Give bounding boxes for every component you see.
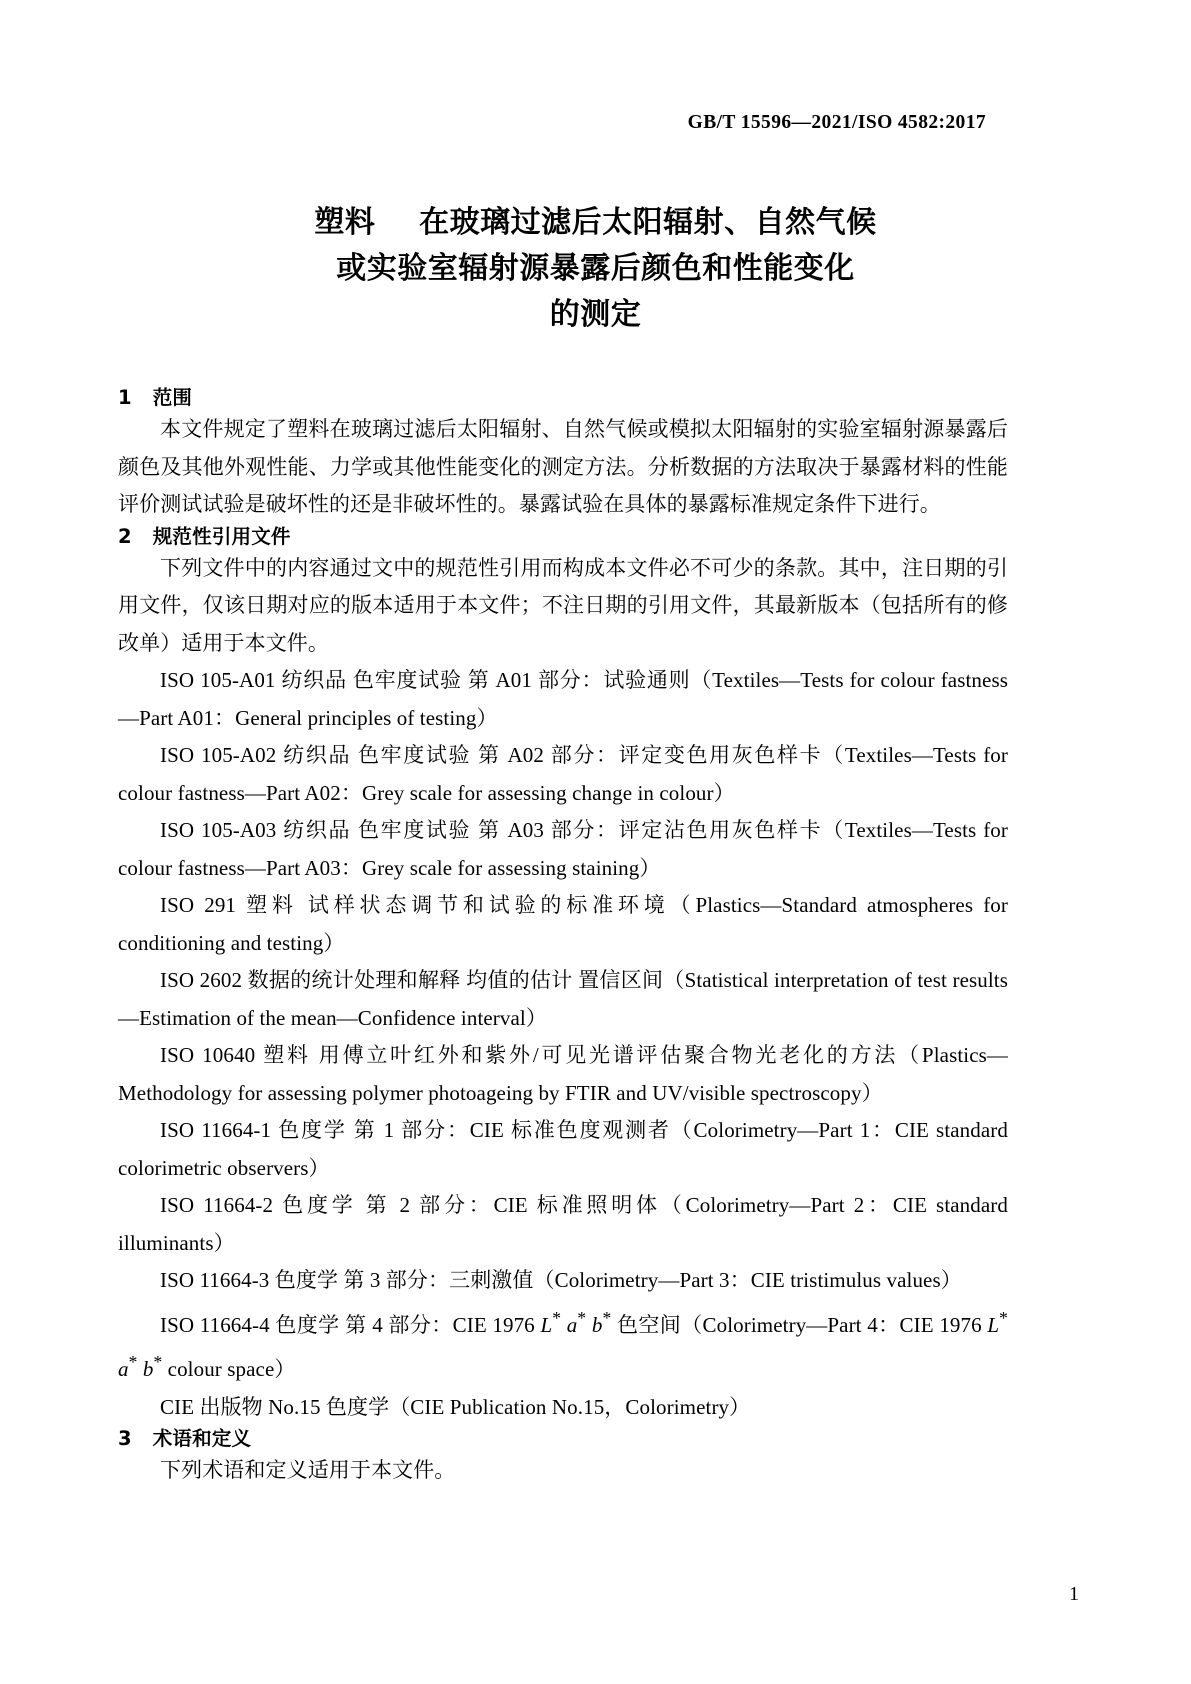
- symbol-star-5: *: [128, 1352, 138, 1372]
- section-scope-paragraph: 本文件规定了塑料在玻璃过滤后太阳辐射、自然气候或模拟太阳辐射的实验室辐射源暴露后颜色及其他外观性能、力学或其他性能变化的测定方法。分析数据的方法取决于暴露材料的性能评价测试试验是破坏性的还是非破坏性的。暴露试验在具体的暴露标准规定条件下进行。: [118, 417, 1008, 516]
- reference-item-iso-2602: ISO 2602 数据的统计处理和解释 均值的估计 置信区间（Statistical interpretation of test results—Estimation of the mean—Confidence interval）: [118, 968, 1008, 1030]
- document-title-line-2: 或实验室辐射源暴露后颜色和性能变化: [336, 251, 855, 286]
- section-heading-scope: 1 范围: [118, 386, 193, 409]
- reference-item-cie-publication-15: CIE 出版物 No.15 色度学（CIE Publication No.15，Colorimetry）: [160, 1394, 751, 1419]
- normative-reference-list: [118, 662, 1008, 1426]
- reference-item-iso-11664-3: ISO 11664-3 色度学 第 3 部分：三刺激值（Colorimetry—Part 3：CIE tristimulus values）: [160, 1268, 962, 1292]
- document-title-line-3: 的测定: [549, 297, 642, 332]
- running-header-standard-code: GB/T 15596—2021/ISO 4582:2017: [687, 112, 986, 133]
- section-heading-terms-and-definitions: 3 术语和定义: [118, 1427, 252, 1450]
- section-heading-normative-references: 2 规范性引用文件: [118, 524, 291, 548]
- symbol-L-italic: L: [540, 1312, 553, 1337]
- symbol-star-4: *: [999, 1307, 1009, 1328]
- reference-item-iso-105-a01: ISO 105-A01 纺织品 色牢度试验 第 A01 部分：试验通则（Textiles—Tests for colour fastness—Part A01：General principles of testing）: [118, 668, 1008, 730]
- footer-page-number: 1: [1069, 1583, 1079, 1605]
- section-terms-and-definitions-paragraph: 下列术语和定义适用于本文件。: [160, 1458, 456, 1482]
- document-body: [118, 385, 1008, 1490]
- reference-item-iso-11664-2: ISO 11664-2 色度学 第 2 部分：CIE 标准照明体（Colorimetry—Part 2：CIE standard illuminants）: [118, 1193, 1008, 1255]
- document-title: [0, 200, 1191, 338]
- reference-11664-4-prefix: ISO 11664-4 色度学 第 4 部分：CIE 1976: [160, 1312, 541, 1337]
- document-title-line-1: 塑料 在玻璃过滤后太阳辐射、自然气候: [314, 205, 877, 240]
- symbol-L-italic-2: L: [987, 1312, 1000, 1337]
- symbol-star-2: *: [577, 1307, 587, 1328]
- symbol-star-1: *: [552, 1307, 562, 1328]
- reference-11664-4-middle: 色空间（Colorimetry—Part 4：CIE 1976: [611, 1312, 988, 1337]
- reference-item-iso-11664-1: ISO 11664-1 色度学 第 1 部分：CIE 标准色度观测者（Colorimetry—Part 1：CIE standard colorimetric observers）: [118, 1118, 1008, 1180]
- symbol-a-italic-2: a: [118, 1357, 129, 1381]
- symbol-star-6: *: [153, 1352, 163, 1372]
- reference-item-iso-105-a03: ISO 105-A03 纺织品 色牢度试验 第 A03 部分：评定沾色用灰色样卡（Textiles—Tests for colour fastness—Part A03：Grey scale for assessing staining）: [118, 818, 1008, 880]
- symbol-a-italic: a: [566, 1312, 578, 1337]
- reference-item-iso-11664-4: [118, 1300, 1008, 1389]
- reference-11664-4-suffix: colour space）: [162, 1357, 296, 1381]
- section-normative-references-paragraph: 下列文件中的内容通过文中的规范性引用而构成本文件必不可少的条款。其中，注日期的引用文件，仅该日期对应的版本适用于本文件；不注日期的引用文件，其最新版本（包括所有的修改单）适用于本文件。: [118, 555, 1008, 655]
- reference-item-iso-105-a02: ISO 105-A02 纺织品 色牢度试验 第 A02 部分：评定变色用灰色样卡（Textiles—Tests for colour fastness—Part A02：Grey scale for assessing change in colour）: [118, 743, 1008, 805]
- symbol-star-3: *: [602, 1307, 612, 1328]
- symbol-b-italic: b: [591, 1312, 603, 1337]
- reference-item-iso-291: ISO 291 塑料 试样状态调节和试验的标准环境（Plastics—Standard atmospheres for conditioning and testing）: [118, 893, 1008, 955]
- reference-item-iso-10640: ISO 10640 塑料 用傅立叶红外和紫外/可见光谱评估聚合物光老化的方法（Plastics—Methodology for assessing polymer photoageing by FTIR and UV/visible spectroscopy）: [118, 1043, 1008, 1105]
- symbol-b-italic-2: b: [142, 1357, 154, 1381]
